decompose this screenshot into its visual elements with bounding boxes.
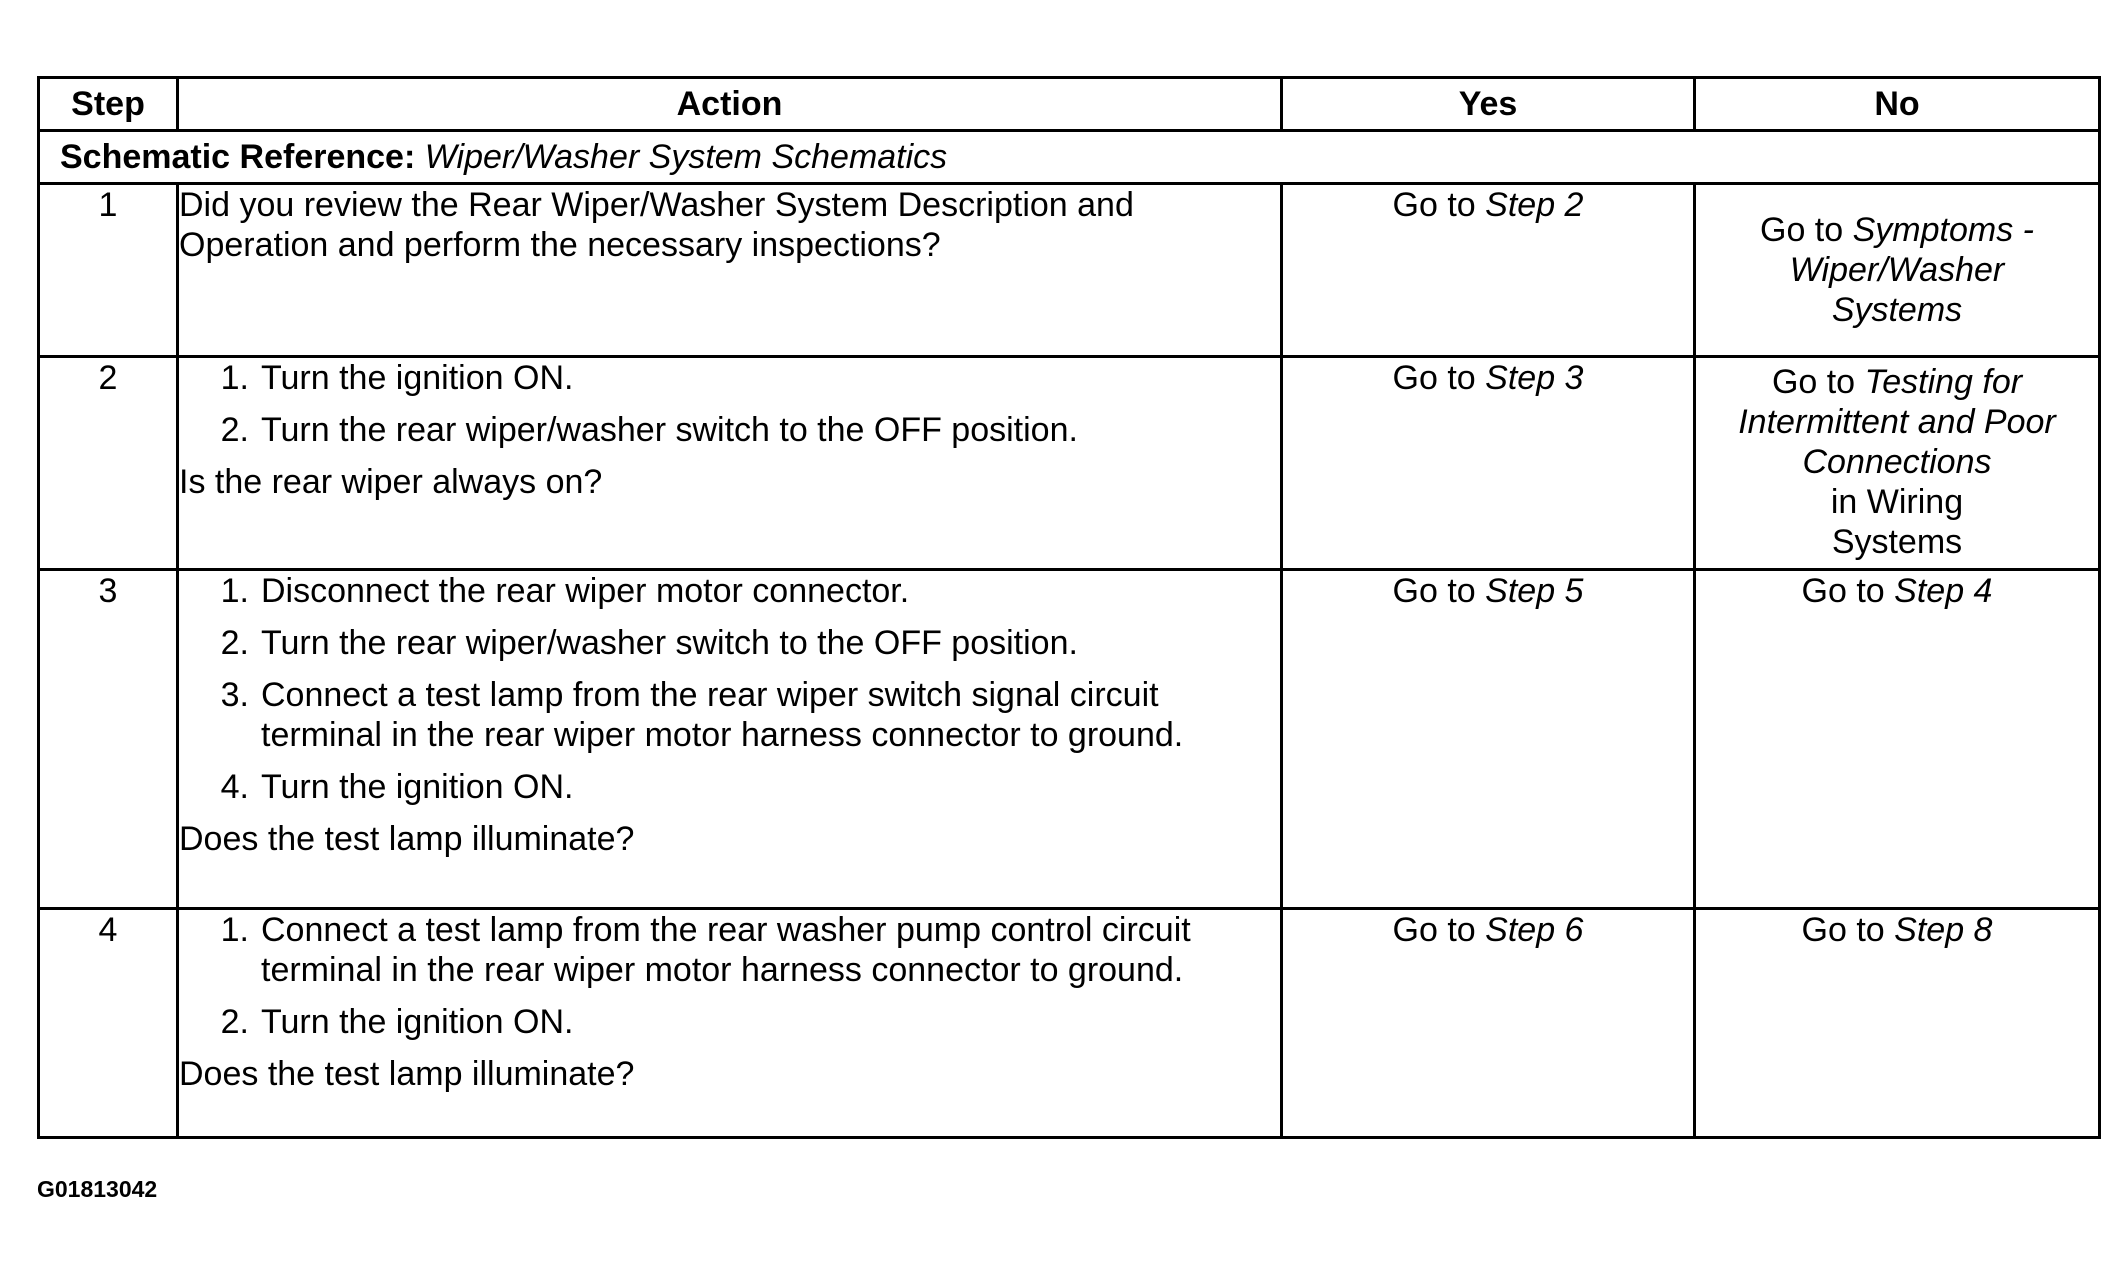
list-item: 1. Connect a test lamp from the rear washer pump control circuit terminal in the rear wiper motor harness connector to ground. (220, 911, 1191, 989)
no-prefix: Go to (1801, 572, 1885, 610)
list-item: 2. Turn the rear wiper/washer switch to the OFF position. (220, 624, 1078, 662)
list-item: 2. Turn the rear wiper/washer switch to the OFF position. (220, 411, 1078, 449)
no-cell (1695, 357, 2100, 570)
no-cell (1695, 909, 2100, 1138)
list-item: 3. Connect a test lamp from the rear wiper switch signal circuit terminal in the rear wiper motor harness connector to ground. (220, 676, 1184, 754)
no-suffix: in Wiring Systems (1830, 483, 1964, 561)
schematic-reference-row (39, 131, 2100, 184)
action-cell (178, 909, 1282, 1138)
step-number: 2 (39, 357, 178, 570)
no-prefix: Go to (1760, 211, 1844, 249)
table-row-step-3 (39, 570, 2100, 909)
action-list (179, 910, 1280, 1042)
yes-cell (1282, 909, 1695, 1138)
yes-cell (1282, 184, 1695, 357)
no-link[interactable]: Symptoms - Wiper/Washer Systems (1789, 211, 2034, 329)
schematic-reference-label: Schematic Reference: (60, 138, 416, 176)
no-prefix: Go to (1771, 363, 1856, 401)
action-cell (178, 570, 1282, 909)
no-link[interactable]: Step 8 (1894, 911, 1993, 949)
list-item: 2. Turn the ignition ON. (220, 1003, 574, 1041)
action-question: Does the test lamp illuminate? (179, 1055, 635, 1093)
action-cell (178, 184, 1282, 357)
table-row-step-1 (39, 184, 2100, 357)
action-cell (178, 357, 1282, 570)
figure-id: G01813042 (37, 1176, 158, 1202)
header-row (39, 78, 2100, 131)
table-row-step-4 (39, 909, 2100, 1138)
header-yes: Yes (1282, 78, 1695, 131)
table-row-step-2 (39, 357, 2100, 570)
yes-prefix: Go to (1392, 572, 1476, 610)
no-link[interactable]: Testing for Intermittent and Poor Connections (1738, 363, 2056, 481)
list-item: 1. Turn the ignition ON. (220, 359, 574, 397)
action-question: Does the test lamp illuminate? (179, 820, 635, 858)
no-cell (1695, 184, 2100, 357)
yes-link[interactable]: Step 3 (1485, 359, 1584, 397)
yes-prefix: Go to (1392, 911, 1476, 949)
action-question: Is the rear wiper always on? (179, 463, 603, 501)
action-list (179, 358, 1280, 450)
yes-cell (1282, 570, 1695, 909)
yes-cell (1282, 357, 1695, 570)
header-no: No (1695, 78, 2100, 131)
action-question: Did you review the Rear Wiper/Washer System Description and Operation and perform the necessary inspections? (179, 186, 1134, 264)
no-prefix: Go to (1801, 911, 1885, 949)
diagnostic-table (37, 76, 2101, 1139)
header-action: Action (178, 78, 1282, 131)
step-number: 1 (39, 184, 178, 357)
yes-prefix: Go to (1392, 359, 1476, 397)
list-item: 1. Disconnect the rear wiper motor connector. (220, 572, 910, 610)
header-step: Step (39, 78, 178, 131)
no-link[interactable]: Step 4 (1894, 572, 1993, 610)
no-cell (1695, 570, 2100, 909)
step-number: 3 (39, 570, 178, 909)
yes-link[interactable]: Step 2 (1485, 186, 1584, 224)
schematic-reference (39, 131, 2100, 184)
step-number: 4 (39, 909, 178, 1138)
yes-link[interactable]: Step 6 (1485, 911, 1584, 949)
schematic-reference-value: Wiper/Washer System Schematics (424, 138, 948, 176)
list-item: 4. Turn the ignition ON. (220, 768, 574, 806)
yes-link[interactable]: Step 5 (1485, 572, 1584, 610)
yes-prefix: Go to (1392, 186, 1476, 224)
action-list (179, 571, 1280, 807)
